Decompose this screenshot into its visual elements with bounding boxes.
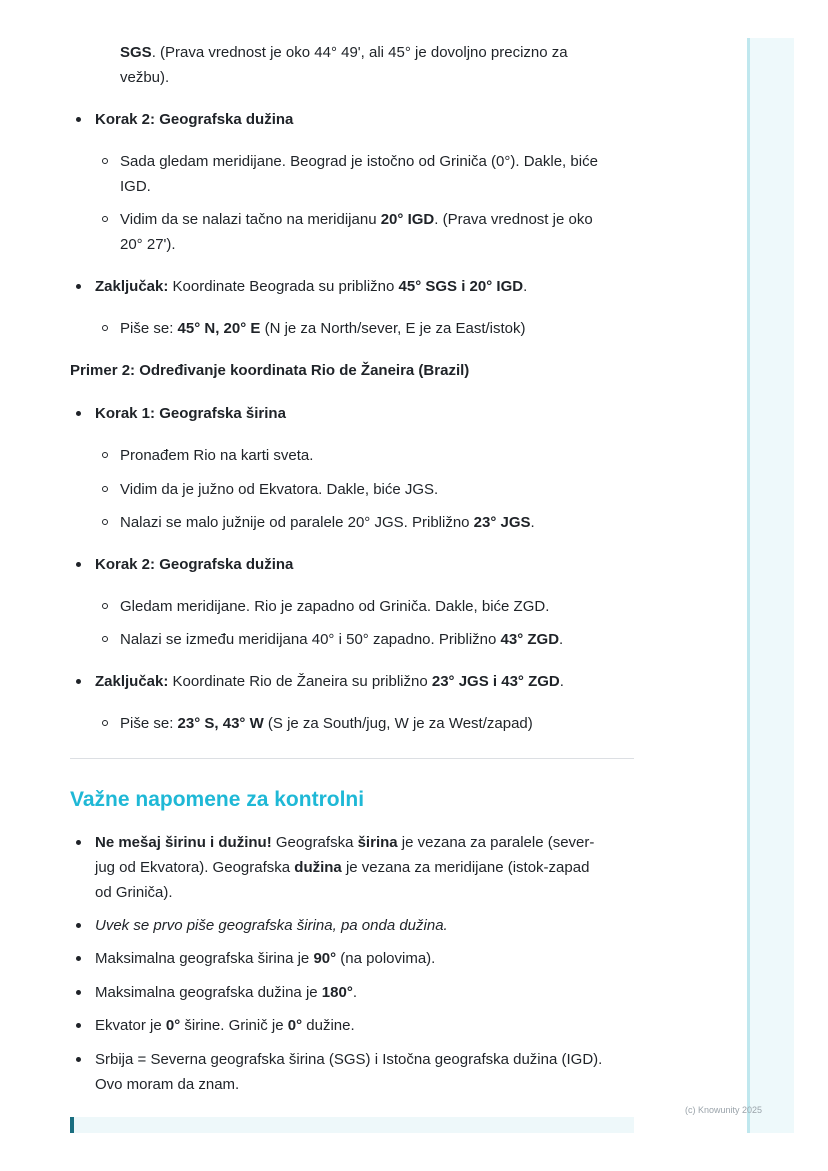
note-item-cont: jug od Ekvatora). Geografska dužina je vezana za meridijane (istok-zapad (95, 859, 590, 876)
continuation-line-1: SGS. (Prava vrednost je oko 44° 49', ali 45° je dovoljno precizno za (120, 44, 568, 61)
list-item: Nalazi se između meridijana 40° i 50° zapadno. Približno 43° ZGD. (120, 627, 563, 652)
copyright-footer: (c) Knowunity 2025 (685, 1105, 763, 1115)
note-item: Maksimalna geografska širina je 90° (na polovima). (95, 946, 435, 971)
note-item-cont: od Griniča). (95, 884, 173, 901)
note-item: Uvek se prvo piše geografska širina, pa onda dužina. (95, 913, 448, 938)
step2-heading: Korak 2: Geografska dužina (95, 552, 293, 577)
notation-item: Piše se: 23° S, 43° W (S je za South/jug, W je za West/zapad) (120, 711, 533, 736)
list-item: Vidim da se nalazi tačno na meridijanu 20° IGD. (Prava vrednost je oko (120, 207, 593, 232)
conclusion: Zaključak: Koordinate Rio de Žaneira su približno 23° JGS i 43° ZGD. (95, 669, 564, 694)
list-item: Pronađem Rio na karti sveta. (120, 443, 313, 468)
list-item: Vidim da je južno od Ekvatora. Dakle, biće JGS. (120, 477, 438, 502)
list-item-cont: IGD. (120, 178, 151, 195)
continuation-line-2: vežbu). (120, 69, 170, 86)
example-2-title: Primer 2: Određivanje koordinata Rio de Žaneira (Brazil) (70, 362, 470, 379)
notes-heading: Važne napomene za kontrolni (70, 788, 365, 811)
note-item: Srbija = Severna geografska širina (SGS) i Istočna geografska dužina (IGD). (95, 1047, 602, 1072)
note-item: Ne mešaj širinu i dužinu! Geografska širina je vezana za paralele (sever- (95, 830, 594, 855)
note-item-cont: Ovo moram da znam. (95, 1076, 240, 1093)
step2-heading: Korak 2: Geografska dužina (95, 107, 293, 132)
section-divider (70, 758, 634, 759)
note-item: Ekvator je 0° širine. Grinič je 0° dužine. (95, 1013, 355, 1038)
list-item: Gledam meridijane. Rio je zapadno od Griniča. Dakle, biće ZGD. (120, 594, 549, 619)
list-item-cont: 20° 27'). (120, 236, 176, 253)
list-item: Sada gledam meridijane. Beograd je istočno od Griniča (0°). Dakle, biće (120, 149, 598, 174)
bottom-accent-bar (70, 1117, 634, 1133)
list-item: Nalazi se malo južnije od paralele 20° JGS. Približno 23° JGS. (120, 510, 535, 535)
step1-heading: Korak 1: Geografska širina (95, 401, 286, 426)
conclusion: Zaključak: Koordinate Beograda su približno 45° SGS i 20° IGD. (95, 274, 527, 299)
right-margin-panel (747, 38, 794, 1133)
notation-item: Piše se: 45° N, 20° E (N je za North/sever, E je za East/istok) (120, 316, 526, 341)
note-item: Maksimalna geografska dužina je 180°. (95, 980, 357, 1005)
